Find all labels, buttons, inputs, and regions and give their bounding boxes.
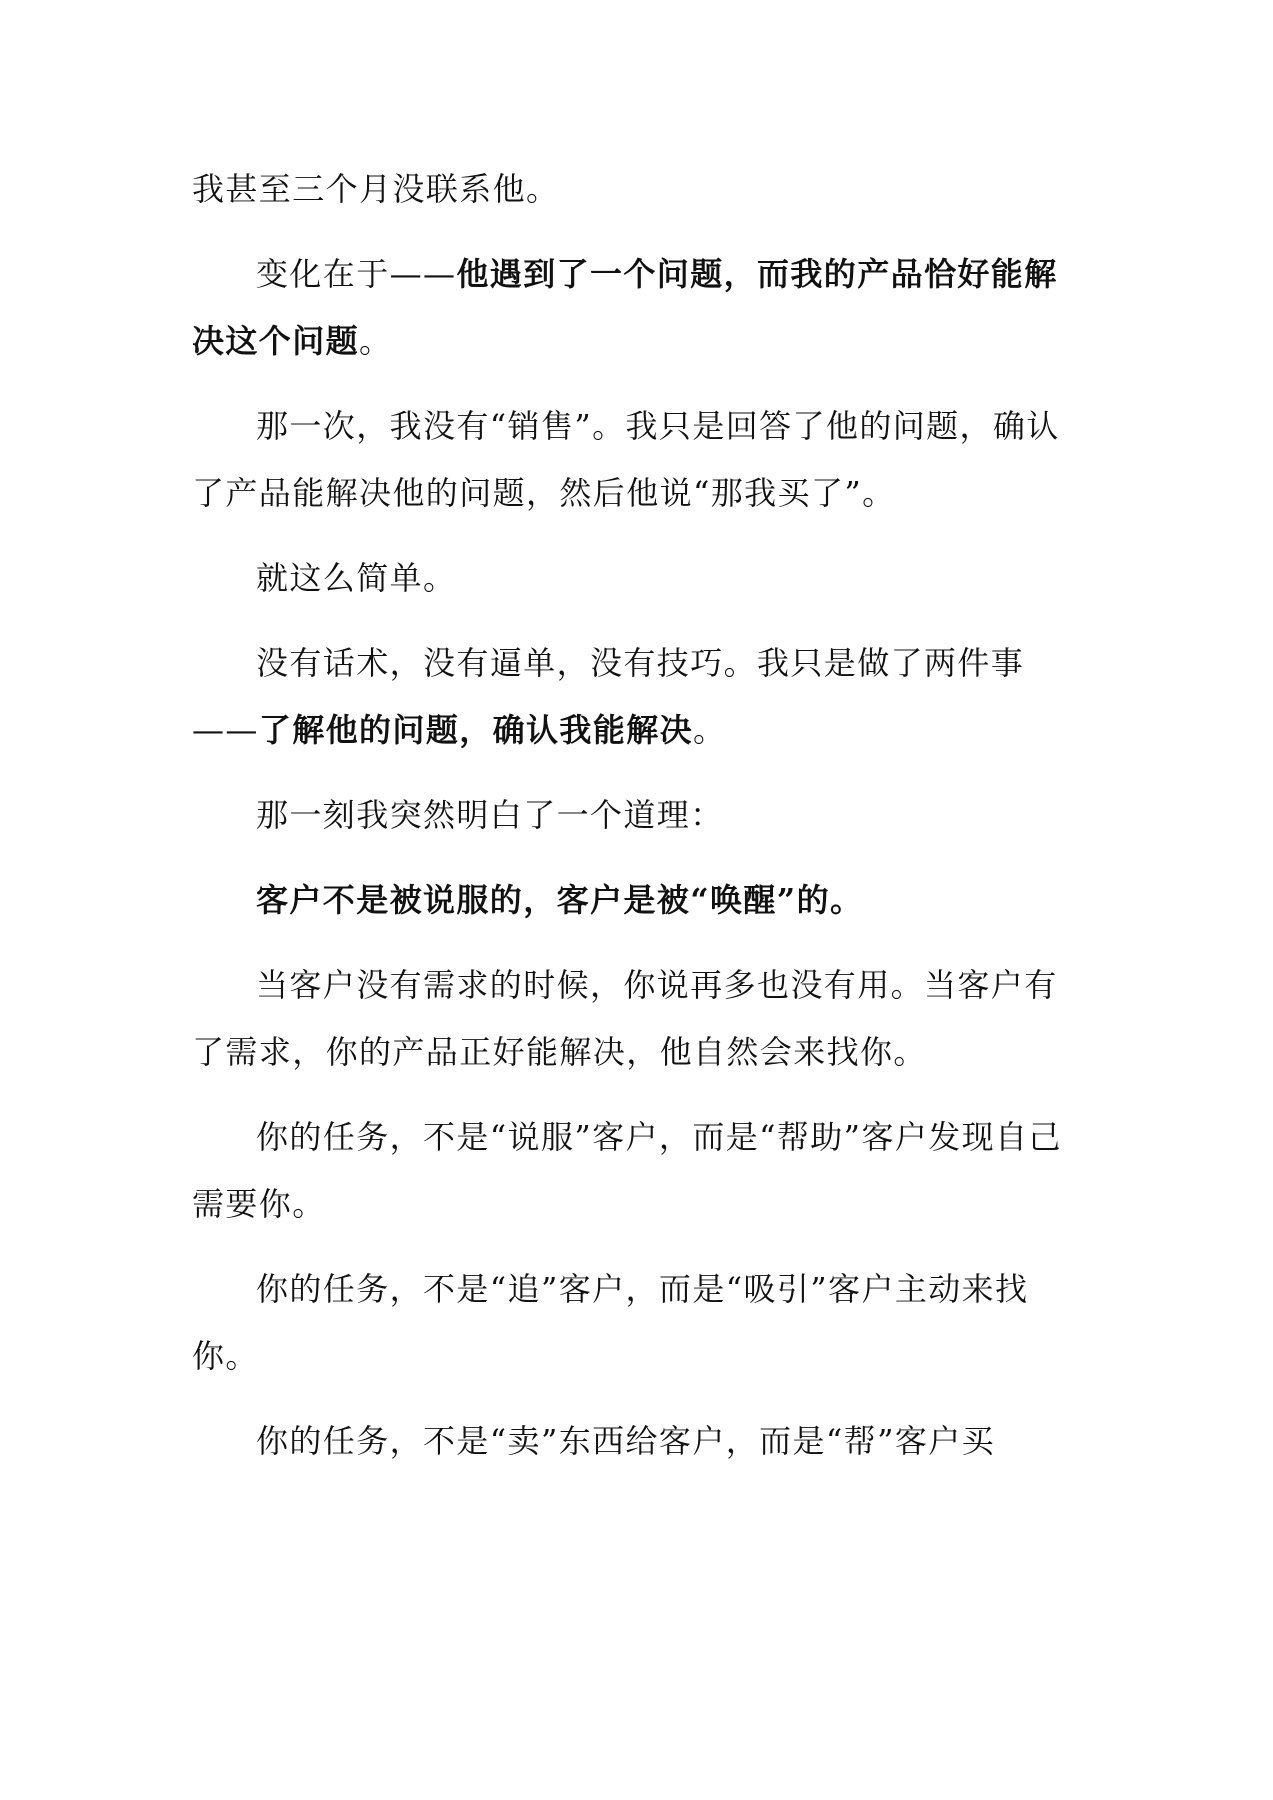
bold-emphasis: 他遇到了一个问题，而我的产品恰好能解决这个问题 bbox=[192, 255, 1058, 360]
paragraph bbox=[192, 1104, 1088, 1238]
paragraph-text: 你的任务，不是“追”客户，而是“吸引”客户主动来找你。 bbox=[192, 1270, 1029, 1375]
paragraph-text: 就这么简单。 bbox=[256, 559, 457, 597]
paragraph bbox=[192, 545, 1088, 612]
paragraph-text: 那一刻我突然明白了一个道理： bbox=[256, 796, 724, 834]
paragraph-text: 。 bbox=[693, 711, 727, 749]
paragraph-text: 你的任务，不是“说服”客户，而是“帮助”客户发现自己需要你。 bbox=[192, 1118, 1062, 1223]
paragraph bbox=[192, 1256, 1088, 1390]
paragraph bbox=[192, 241, 1088, 375]
paragraph bbox=[192, 1408, 1088, 1475]
bold-emphasis: 客户不是被说服的，客户是被“唤醒”的。 bbox=[256, 881, 864, 919]
paragraph bbox=[192, 952, 1088, 1086]
paragraph bbox=[192, 630, 1088, 764]
paragraph bbox=[192, 393, 1088, 527]
paragraph-text: 变化在于—— bbox=[256, 255, 457, 293]
paragraph-text: 你的任务，不是“卖”东西给客户，而是“帮”客户买 bbox=[256, 1422, 996, 1460]
bold-emphasis: 了解他的问题，确认我能解决 bbox=[258, 711, 694, 749]
paragraph bbox=[192, 867, 1088, 934]
paragraph-text: 当客户没有需求的时候，你说再多也没有用。当客户有了需求，你的产品正好能解决，他自然会来找你。 bbox=[192, 966, 1058, 1071]
paragraph-text: 那一次，我没有“销售”。我只是回答了他的问题，确认了产品能解决他的问题，然后他说“那我买了”。 bbox=[192, 407, 1060, 512]
paragraph-text: 没有话术，没有逼单，没有技巧。我只是做了两件事—— bbox=[192, 644, 1025, 749]
paragraph bbox=[192, 156, 1088, 223]
paragraph-text: 我甚至三个月没联系他。 bbox=[192, 170, 560, 208]
document-body bbox=[192, 156, 1088, 1493]
paragraph bbox=[192, 782, 1088, 849]
paragraph-text: 。 bbox=[359, 322, 393, 360]
